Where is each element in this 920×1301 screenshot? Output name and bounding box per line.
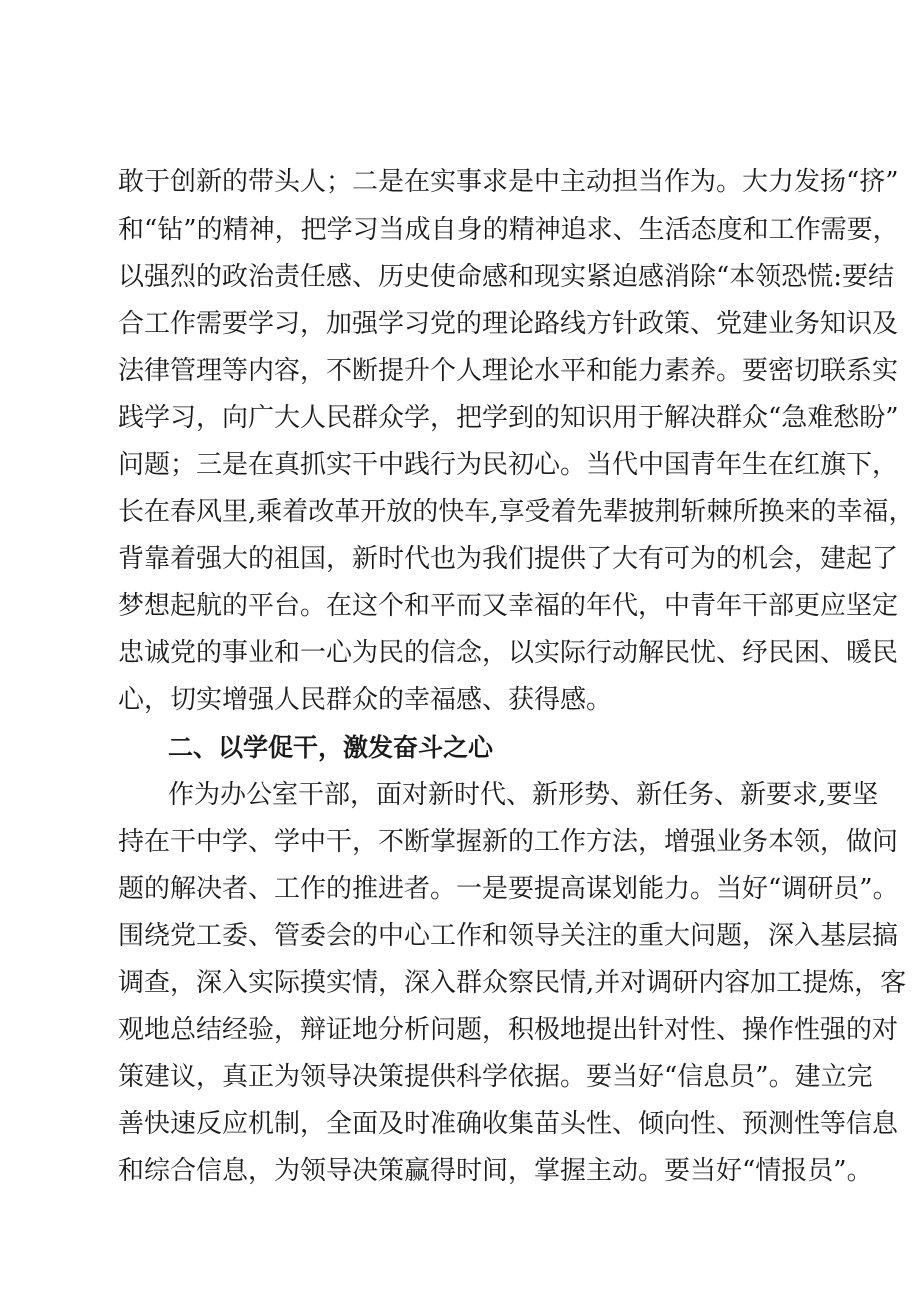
paragraph-line: 和“钻”的精神，把学习当成自身的精神追求、生活态度和工作需要，	[118, 215, 899, 245]
paragraph-line: 背靠着强大的祖国，新时代也为我们提供了大有可为的机会，建起了	[118, 544, 899, 574]
paragraph-line: 问题；三是在真抓实干中践行为民初心。当代中国青年生在红旗下，	[118, 450, 899, 480]
paragraph-line: 以强烈的政治责任感、历史使命感和现实紧迫感消除“本领恐慌:要结	[118, 262, 895, 292]
paragraph-line: 持在干中学、学中干，不断掌握新的工作方法，增强业务本领，做问	[118, 827, 899, 857]
paragraph-line: 观地总结经验，辩证地分析问题，积极地提出针对性、操作性强的对	[118, 1015, 899, 1045]
paragraph-line: 心，切实增强人民群众的幸福感、获得感。	[118, 685, 613, 715]
paragraph-line: 敢于创新的带头人；二是在实事求是中主动担当作为。大力发扬“挤”	[118, 167, 899, 197]
paragraph-line: 善快速反应机制，全面及时准确收集苗头性、倾向性、预测性等信息	[118, 1109, 899, 1139]
paragraph-line: 长在春风里,乘着改革开放的快车,享受着先辈披荆斩棘所换来的幸福，	[118, 497, 915, 527]
paragraph-line: 题的解决者、工作的推进者。一是要提高谋划能力。当好“调研员”。	[118, 874, 899, 904]
paragraph-line: 法律管理等内容，不断提升个人理论水平和能力素养。要密切联系实	[118, 356, 899, 386]
paragraph-line: 梦想起航的平台。在这个和平而又幸福的年代，中青年干部更应坚定	[118, 591, 899, 621]
paragraph-line: 作为办公室干部，面对新时代、新形势、新任务、新要求,要坚	[168, 780, 879, 810]
paragraph-line: 践学习，向广大人民群众学，把学到的知识用于解决群众“急难愁盼”	[118, 403, 899, 433]
paragraph-line: 策建议，真正为领导决策提供科学依据。要当好“信息员”。建立完	[118, 1062, 873, 1092]
section-heading: 二、以学促干，激发奋斗之心	[168, 733, 494, 762]
paragraph-line: 调查，深入实际摸实情，深入群众察民情,并对调研内容加工提炼，客	[118, 968, 907, 998]
paragraph-line: 忠诚党的事业和一心为民的信念，以实际行动解民忧、纾民困、暖民	[118, 638, 899, 668]
paragraph-line: 和综合信息，为领导决策赢得时间，掌握主动。要当好“情报员”。	[118, 1156, 873, 1186]
paragraph-line: 合工作需要学习，加强学习党的理论路线方针政策、党建业务知识及	[118, 309, 899, 339]
paragraph-line: 围绕党工委、管委会的中心工作和领导关注的重大问题，深入基层搞	[118, 921, 899, 951]
